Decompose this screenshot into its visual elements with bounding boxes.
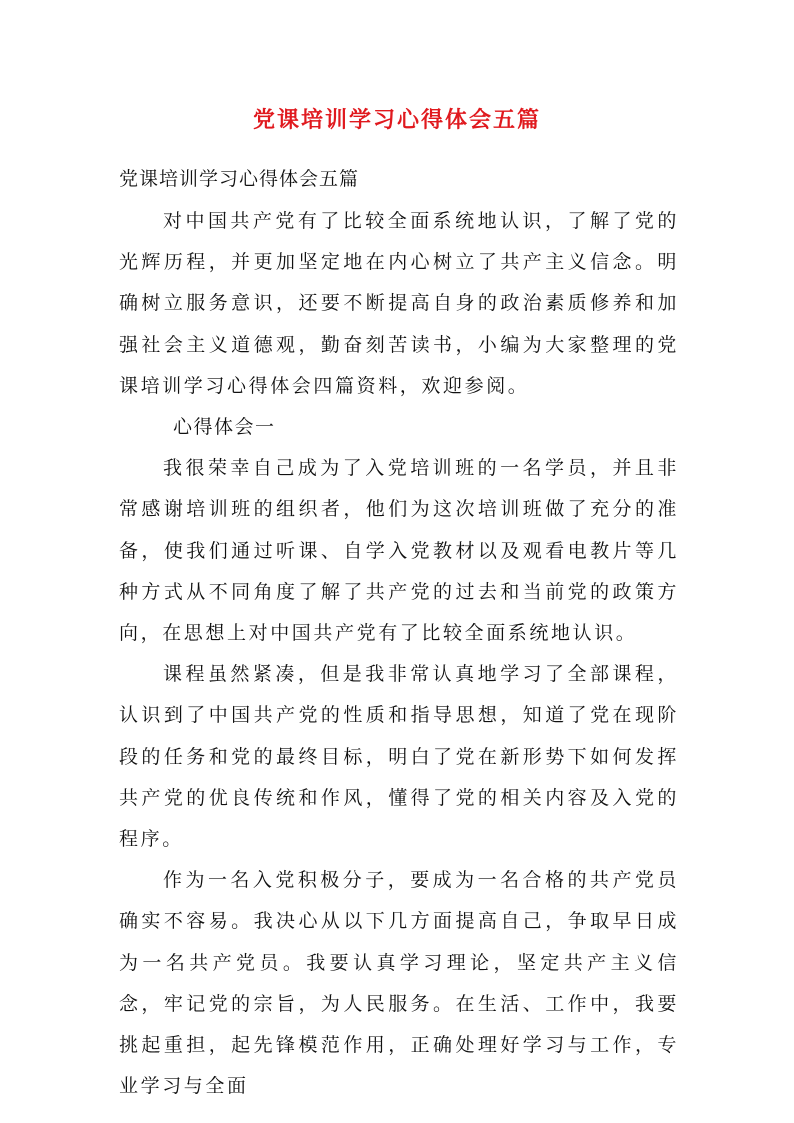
paragraph-2: 课程虽然紧凑，但是我非常认真地学习了全部课程，认识到了中国共产党的性质和指导思想，知道了党在现阶段的任务和党的最终目标，明白了党在新形势下如何发挥共产党的优良传统和作风，懂得了党的相关内容及入党的程序。 bbox=[119, 663, 679, 851]
document-subtitle: 党课培训学习心得体会五篇 bbox=[119, 168, 360, 190]
document-title: 党课培训学习心得体会五篇 bbox=[252, 107, 541, 133]
document-body bbox=[119, 201, 679, 1107]
section-heading-1: 心得体会一 bbox=[173, 416, 276, 439]
paragraph-1: 我很荣幸自己成为了入党培训班的一名学员，并且非常感谢培训班的组织者，他们为这次培训班做了充分的准备，使我们通过听课、自学入党教材以及观看电教片等几种方式从不同角度了解了共产党的过去和当前党的政策方向，在思想上对中国共产党有了比较全面系统地认识。 bbox=[119, 457, 679, 645]
paragraph-intro: 对中国共产党有了比较全面系统地认识，了解了党的光辉历程，并更加坚定地在内心树立了共产主义信念。明确树立服务意识，还要不断提高自身的政治素质修养和加强社会主义道德观，勤奋刻苦读书，小编为大家整理的党课培训学习心得体会四篇资料，欢迎参阅。 bbox=[119, 210, 679, 397]
paragraph-3: 作为一名入党积极分子，要成为一名合格的共产党员确实不容易。我决心从以下几方面提高自己，争取早日成为一名共产党员。我要认真学习理论，坚定共产主义信念，牢记党的宗旨，为人民服务。在生活、工作中，我要挑起重担，起先锋模范作用，正确处理好学习与工作，专业学习与全面 bbox=[119, 869, 679, 1098]
